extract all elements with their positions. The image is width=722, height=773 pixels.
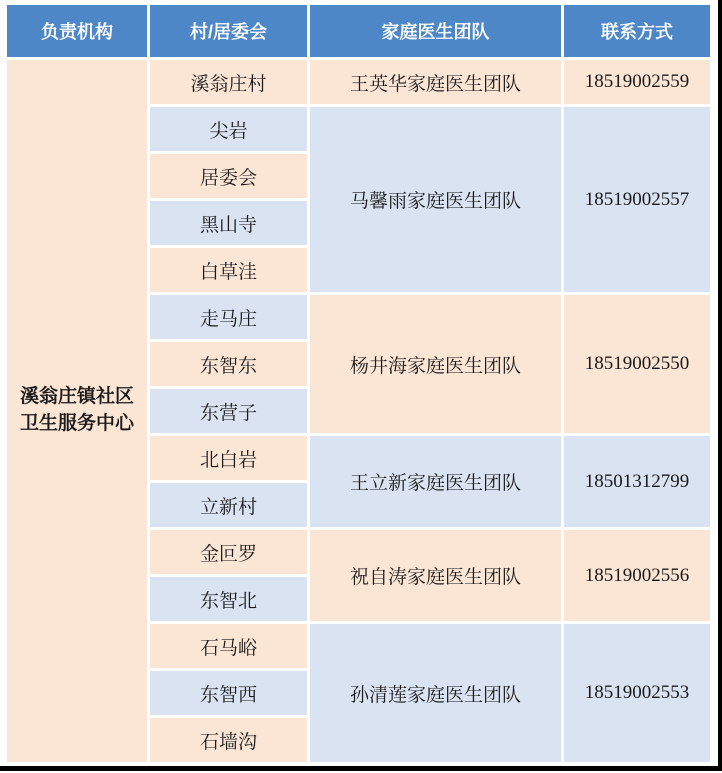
phone-cell: 18519002556 (564, 530, 710, 621)
village-cell: 东智东 (150, 342, 307, 386)
doctor-team-cell: 王英华家庭医生团队 (310, 60, 561, 104)
doctor-team-cell: 祝自涛家庭医生团队 (310, 530, 561, 621)
village-cell: 居委会 (150, 154, 307, 198)
window-edge-bottom (0, 766, 722, 771)
village-cell: 立新村 (150, 483, 307, 527)
village-cell: 东智西 (150, 671, 307, 715)
village-cell: 白草洼 (150, 248, 307, 292)
doctor-team-cell: 孙清莲家庭医生团队 (310, 624, 561, 762)
header-institution: 负责机构 (7, 5, 147, 57)
doctor-team-cell: 杨井海家庭医生团队 (310, 295, 561, 433)
village-cell: 北白岩 (150, 436, 307, 480)
village-cell: 石马峪 (150, 624, 307, 668)
village-cell: 溪翁庄村 (150, 60, 307, 104)
doctor-team-cell: 马馨雨家庭医生团队 (310, 107, 561, 292)
village-cell: 走马庄 (150, 295, 307, 339)
family-doctor-contact-table (4, 2, 713, 765)
village-cell: 东智北 (150, 577, 307, 621)
village-cell: 黑山寺 (150, 201, 307, 245)
village-cell: 石墙沟 (150, 718, 307, 762)
phone-cell: 18501312799 (564, 436, 710, 527)
table-row (7, 60, 710, 104)
institution-cell: 溪翁庄镇社区卫生服务中心 (7, 60, 147, 762)
village-cell: 尖岩 (150, 107, 307, 151)
header-village: 村/居委会 (150, 5, 307, 57)
window-edge-right (718, 0, 722, 771)
phone-cell: 18519002553 (564, 624, 710, 762)
header-doctor-team: 家庭医生团队 (310, 5, 561, 57)
phone-cell: 18519002557 (564, 107, 710, 292)
doctor-team-cell: 王立新家庭医生团队 (310, 436, 561, 527)
phone-cell: 18519002550 (564, 295, 710, 433)
header-row (7, 5, 710, 57)
village-cell: 东营子 (150, 389, 307, 433)
village-cell: 金叵罗 (150, 530, 307, 574)
header-contact: 联系方式 (564, 5, 710, 57)
phone-cell: 18519002559 (564, 60, 710, 104)
